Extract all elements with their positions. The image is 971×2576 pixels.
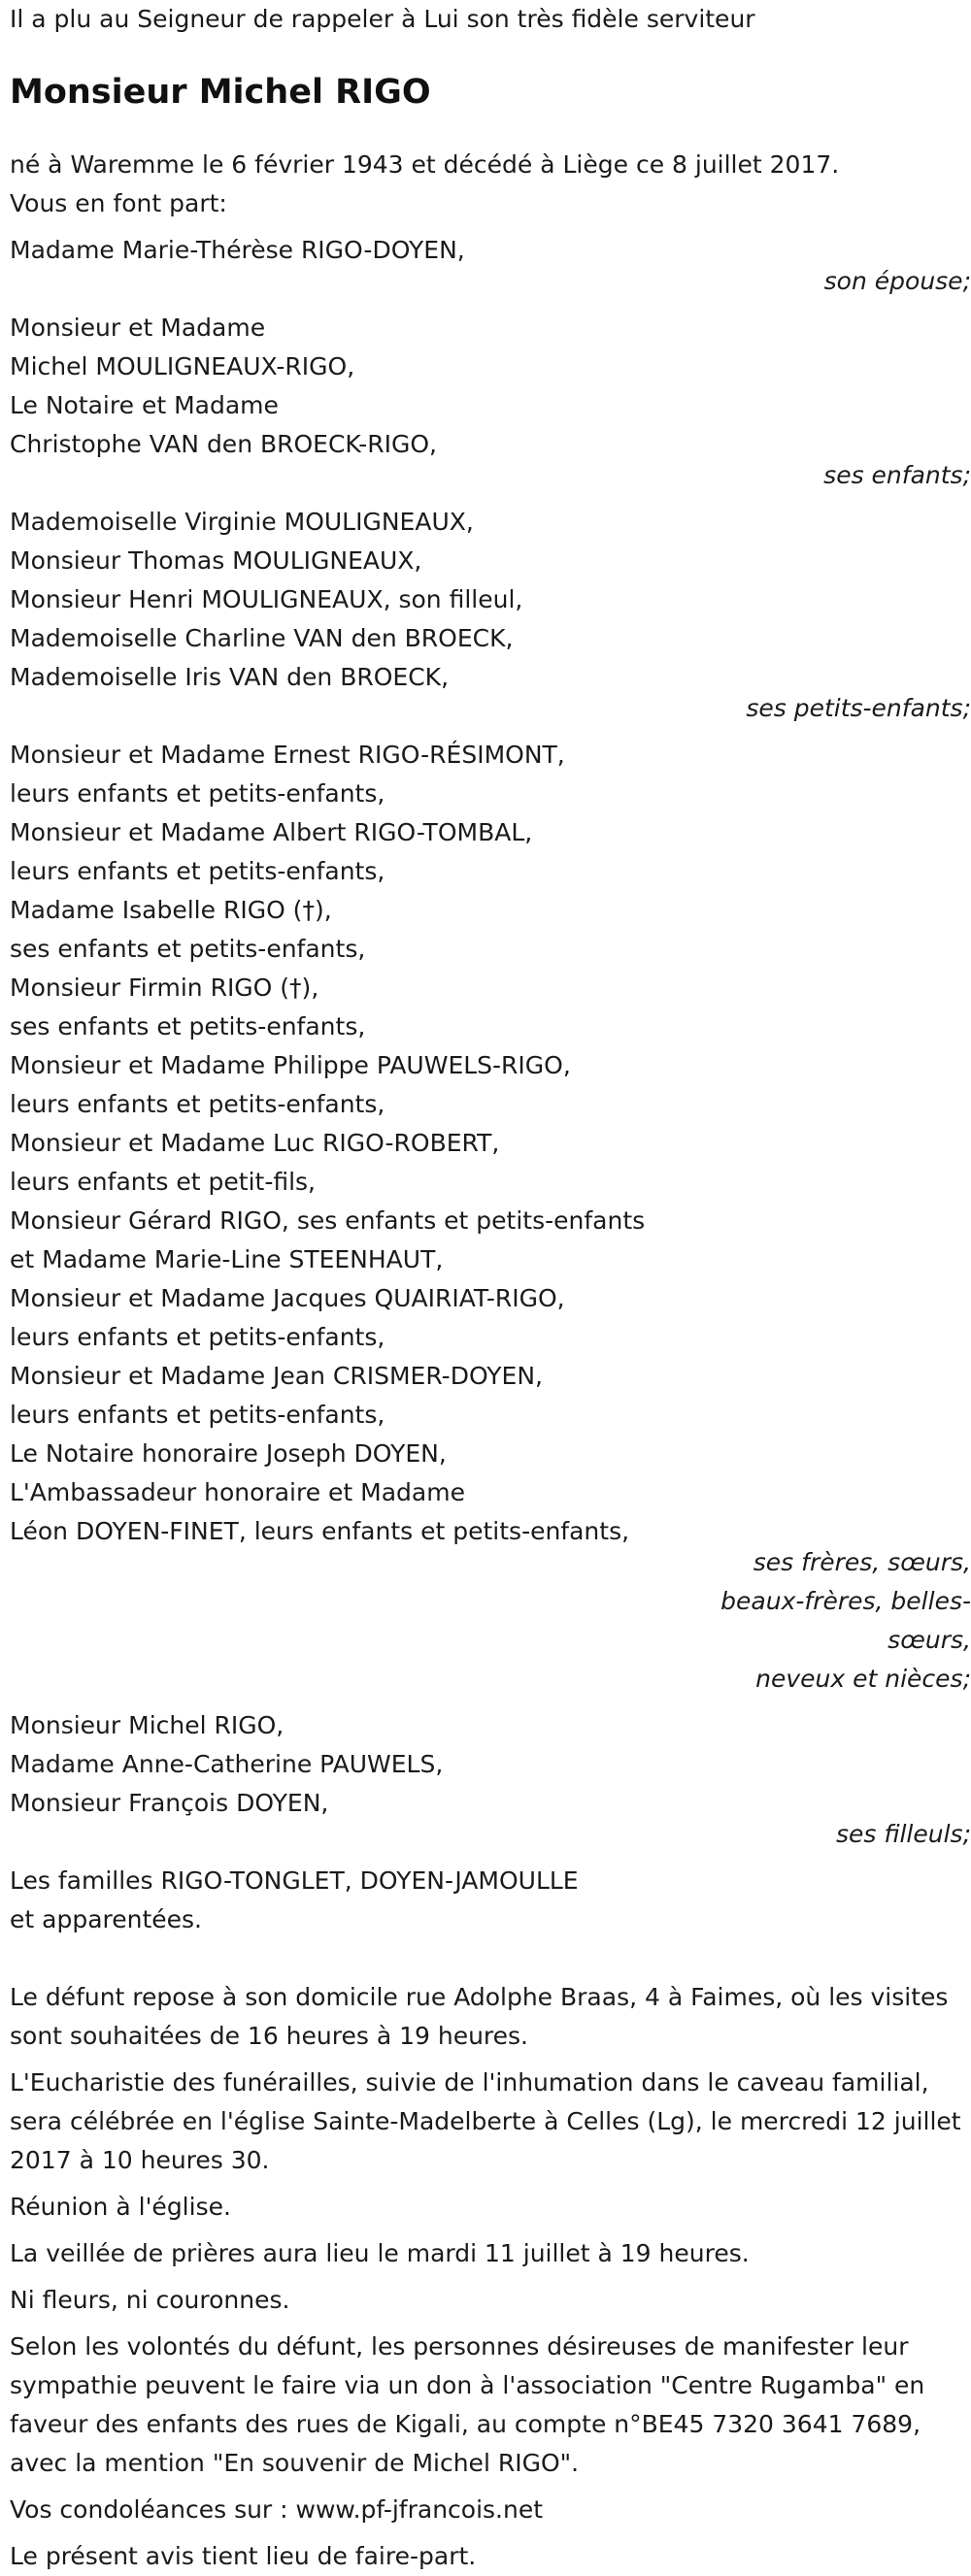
birth-death-text: né à Waremme le 6 février 1943 et décédé à Liège ce 8 juillet 2017. [10,150,840,179]
detail-paragraph: L'Eucharistie des funérailles, suivie de l'inhumation dans le caveau familial, sera célébrée en l'église Sainte-Madelberte à Celles (Lg), le mercredi 12 juillet 2017 à 10 heures 30. [10,2068,961,2174]
family-line: Michel MOULIGNEAUX-RIGO, [10,352,355,380]
announce-text: Vous en font part: [10,189,227,217]
family-line: Monsieur et Madame Luc RIGO-ROBERT, [10,1129,500,1157]
family-line: leurs enfants et petits-enfants, [10,857,385,885]
family-line: leurs enfants et petit-fils, [10,1168,317,1196]
relation-label: son épouse; [823,267,971,295]
family-line: ses enfants et petits-enfants, [10,935,366,963]
family-line: Monsieur François DOYEN, [10,1789,329,1817]
family-group [10,1862,971,1939]
family-list [10,231,971,1939]
family-line: Le Notaire et Madame [10,391,279,419]
family-group [10,503,971,728]
relation-label: neveux et nièces; [755,1665,971,1693]
family-line: Monsieur et Madame Jacques QUAIRIAT-RIGO, [10,1284,565,1312]
family-line: Monsieur Michel RIGO, [10,1711,285,1739]
relation-label: ses petits-enfants; [746,694,971,722]
relation-label: beaux-frères, belles- [720,1587,971,1615]
family-line: Mademoiselle Iris VAN den BROECK, [10,663,450,691]
family-line: leurs enfants et petits-enfants, [10,779,385,808]
family-line: Monsieur Thomas MOULIGNEAUX, [10,546,422,575]
relation-label: sœurs, [887,1626,971,1654]
family-line: leurs enfants et petits-enfants, [10,1401,385,1429]
family-line: Madame Marie-Thérèse RIGO-DOYEN, [10,236,465,264]
family-group [10,1706,971,1854]
family-group [10,309,971,495]
family-group [10,736,971,1699]
detail-paragraph: Le présent avis tient lieu de faire-part. [10,2542,477,2570]
family-line: Monsieur Gérard RIGO, ses enfants et petits-enfants [10,1206,646,1235]
family-line: Monsieur et Madame Jean CRISMER-DOYEN, [10,1362,543,1390]
family-line: Madame Anne-Catherine PAUWELS, [10,1750,444,1778]
family-line: leurs enfants et petits-enfants, [10,1323,385,1351]
family-line: Madame Isabelle RIGO (†), [10,896,332,924]
detail-paragraph: Réunion à l'église. [10,2193,231,2221]
family-line: Monsieur Henri MOULIGNEAUX, son filleul, [10,585,523,613]
relation-label: ses frères, sœurs, [753,1548,971,1576]
family-line: Christophe VAN den BROECK-RIGO, [10,430,437,458]
intro-text: Il a plu au Seigneur de rappeler à Lui son très fidèle serviteur [10,5,755,33]
family-line: L'Ambassadeur honoraire et Madame [10,1478,465,1506]
details-section [10,1978,971,2576]
family-line: Léon DOYEN-FINET, leurs enfants et petits-enfants, [10,1517,630,1545]
family-line: Le Notaire honoraire Joseph DOYEN, [10,1439,447,1468]
detail-paragraph: Le défunt repose à son domicile rue Adolphe Braas, 4 à Faimes, où les visites sont souhaitées de 16 heures à 19 heures. [10,1983,949,2050]
detail-paragraph: Selon les volontés du défunt, les personnes désireuses de manifester leur sympathie peuvent le faire via un don à l'association "Centre Rugamba" en faveur des enfants des rues de Kigali, au compte n°BE45 7320 3641 7689, avec la mention "En souvenir de Michel RIGO". [10,2332,925,2477]
family-line: Monsieur et Madame [10,314,266,342]
family-line: Mademoiselle Charline VAN den BROECK, [10,624,514,652]
detail-paragraph: Vos condoléances sur : www.pf-jfrancois.net [10,2495,544,2524]
detail-paragraph: La veillée de prières aura lieu le mardi 11 juillet à 19 heures. [10,2239,750,2267]
family-line: Les familles RIGO-TONGLET, DOYEN-JAMOULLE [10,1866,579,1895]
family-line: et apparentées. [10,1905,202,1933]
family-line: Mademoiselle Virginie MOULIGNEAUX, [10,508,474,536]
family-line: leurs enfants et petits-enfants, [10,1090,385,1118]
relation-label: ses enfants; [823,461,971,489]
relation-label: ses filleuls; [835,1820,971,1848]
family-line: Monsieur Firmin RIGO (†), [10,974,319,1002]
detail-paragraph: Ni fleurs, ni couronnes. [10,2286,290,2314]
family-line: Monsieur et Madame Ernest RIGO-RÉSIMONT, [10,741,565,769]
family-line: Monsieur et Madame Albert RIGO-TOMBAL, [10,818,533,846]
family-line: ses enfants et petits-enfants, [10,1012,366,1040]
deceased-name: Monsieur Michel RIGO [10,73,431,112]
family-group [10,231,971,301]
family-line: Monsieur et Madame Philippe PAUWELS-RIGO, [10,1051,571,1079]
family-line: et Madame Marie-Line STEENHAUT, [10,1245,444,1273]
